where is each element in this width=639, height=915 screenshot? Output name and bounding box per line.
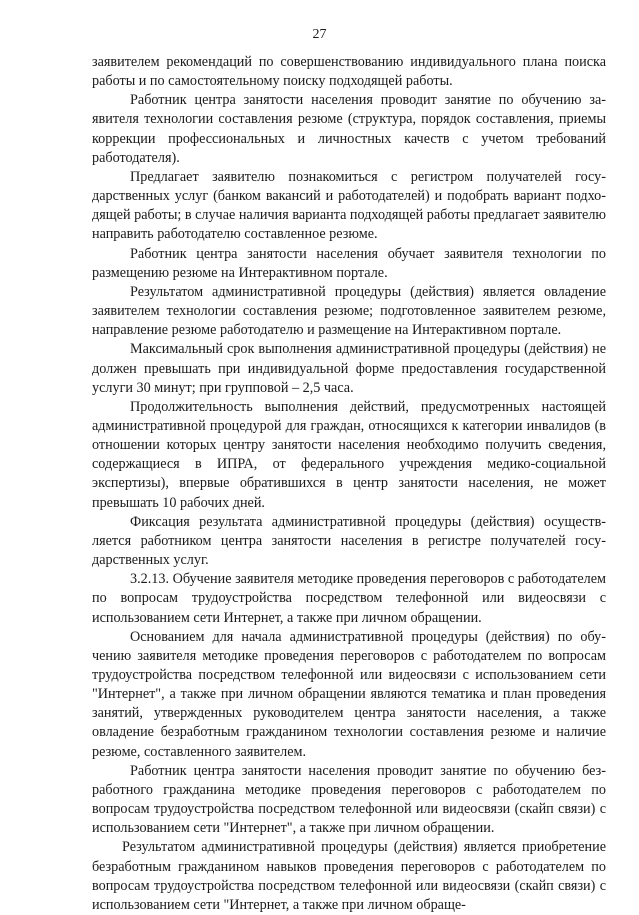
document-body: [92, 53, 606, 915]
paragraph-3: Предлагает заявителю познакомиться с регистром получателей государственных услуг (банком вакансий и работодателей) и подобрать вариант подходящей работы; в случае наличия варианта подходящей работы предлагает заявителю направить работодателю составленное резюме.: [92, 168, 607, 243]
paragraph-12: Результатом административной процедуры (действия) является приобретение безработным гражданином навыков проведения переговоров с работодателем по вопросам трудоустройства посредством телефонной или видеосвязи (скайп связи) с использованием сети "Интернет, а также при личном обраще-: [92, 839, 606, 913]
paragraph-6: Максимальный срок выполнения административной процедуры (действия) не должен превышать при индивидуальной форме предоставления государственной услуги 30 минут; при групповой – 2,5 часа.: [92, 341, 606, 396]
paragraph-11: Работник центра занятости населения проводит занятие по обучению безработного гражданина методике проведения переговоров с работодателем по вопросам трудоустройства посредством телефонной или видеосвязи (скайп связи) с использованием сети "Интернет", а также при личном обращении.: [92, 762, 606, 837]
paragraph-10: Основанием для начала административной процедуры (действия) по обучению заявителя методике проведения переговоров с работодателем по вопросам трудоустройства посредством телефонной или видеосвязи с использованием сети "Интернет", а также при личном обращении являются тематика и план проведения занятий, утвержденных руководителем центра занятости населения, а также овладение безработным гражданином технологии составления резюме и наличие резюме, составленного заявителем.: [92, 628, 606, 760]
paragraph-8: Фиксация результата административной процедуры (действия) осуществляется работником центра занятости населения в регистре получателей государственных услуг.: [92, 513, 606, 569]
page-number: 27: [312, 27, 327, 42]
section-3-2-13-heading: 3.2.13. Обучение заявителя методике проведения переговоров с работодателем по вопросам трудоустройства посредством телефонной или видеосвязи с использованием сети Интернет, а также при личном обращении.: [92, 571, 606, 626]
paragraph-2: Работник центра занятости населения проводит занятие по обучению заявителя технологии составления резюме (структура, порядок составления, приемы коррекции профессиональных и личностных качеств с учетом требований работодателя).: [92, 92, 606, 166]
paragraph-5: Результатом административной процедуры (действия) является овладение заявителем технологии составления резюме; подготовленное заявителем резюме, направление резюме работодателю и размещение на Интерактивном портале.: [92, 283, 606, 339]
paragraph-4: Работник центра занятости населения обучает заявителя технологии по размещению резюме на Интерактивном портале.: [92, 245, 606, 281]
paragraph-1: заявителем рекомендаций по совершенствованию индивидуального плана поиска работы и по самостоятельному поиску подходящей работы.: [92, 54, 606, 90]
paragraph-7: Продолжительность выполнения действий, предусмотренных настоящей административной процедурой для граждан, относящихся к категории инвалидов (в отношении которых центру занятости населения необходимо получить сведения, содержащиеся в ИПРА, от федерального учреждения медико-социальной экспертизы), впервые обратившихся в центр занятости населения, не может превышать 10 рабочих дней.: [92, 398, 606, 511]
